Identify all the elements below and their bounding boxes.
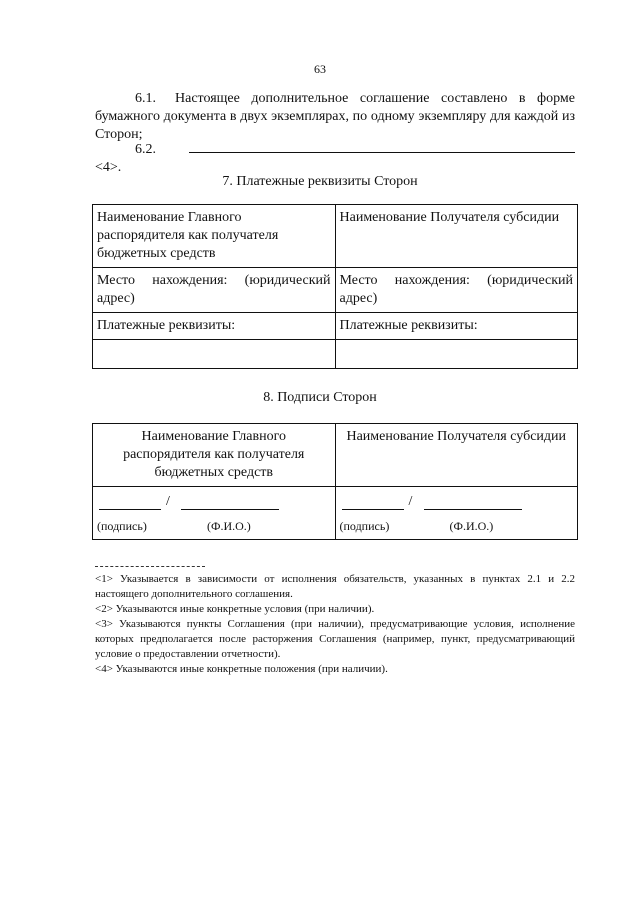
recipient-signature-cell: [335, 487, 578, 540]
table-row: [93, 268, 578, 313]
recipient-requisites-cell: Платежные реквизиты:: [335, 313, 578, 340]
signatures-table: [92, 423, 578, 540]
clause-6-1-number: 6.1.: [135, 91, 156, 106]
fio-label: (Ф.И.О.): [449, 519, 494, 533]
footnote-1: <1> Указывается в зависимости от исполнения обязательств, указанных в пунктах 2.1 и 2.2 настоящего дополнительного соглашения.: [95, 573, 575, 600]
fio-line: [424, 509, 522, 510]
clause-6-2-number: 6.2.: [135, 142, 156, 157]
signature-line: [99, 509, 161, 510]
footnote-divider: [95, 566, 205, 567]
signature-label: (подпись): [339, 519, 390, 533]
clause-6-2: [95, 140, 575, 177]
clause-6-2-footnote-ref: <4>.: [95, 160, 122, 175]
table-row: [93, 487, 578, 540]
signature-separator: /: [408, 494, 413, 509]
distributor-requisites-cell: Платежные реквизиты:: [93, 313, 336, 340]
clause-6-2-blank-line: [189, 140, 575, 153]
page-number: 63: [314, 62, 326, 76]
distributor-name-cell: Наименование Главного распорядителя как получателя бюджетных средств: [93, 424, 336, 487]
section-8-title: 8. Подписи Сторон: [263, 390, 377, 405]
table-row: [93, 205, 578, 268]
table-row: [93, 313, 578, 340]
section-7-title: 7. Платежные реквизиты Сторон: [222, 174, 418, 189]
signature-separator: /: [166, 494, 170, 509]
footnote-4: <4> Указываются иные конкретные положения (при наличии).: [95, 663, 388, 675]
table-row: [93, 340, 578, 369]
distributor-name-cell: Наименование Главного распорядителя как получателя бюджетных средств: [93, 205, 336, 268]
footnote-2: <2> Указываются иные конкретные условия (при наличии).: [95, 603, 375, 615]
recipient-requisites-blank: [335, 340, 578, 369]
fio-label: (Ф.И.О.): [207, 519, 251, 533]
table-row: [93, 424, 578, 487]
footnotes: [95, 572, 575, 677]
fio-line: [181, 509, 279, 510]
footnote-3: <3> Указываются пункты Соглашения (при наличии), предусматривающие условия, исполнение которых предполагается после расторжения Соглашения (например, пункт, предусматривающий условие о предоставлении отчетности).: [95, 618, 575, 660]
signature-line: [342, 509, 404, 510]
distributor-signature-cell: [93, 487, 336, 540]
recipient-address-cell: Место нахождения: (юридический адрес): [335, 268, 578, 313]
payment-requisites-table: [92, 204, 578, 369]
distributor-requisites-blank: [93, 340, 336, 369]
recipient-name-cell: Наименование Получателя субсидии: [335, 205, 578, 268]
distributor-address-cell: Место нахождения: (юридический адрес): [93, 268, 336, 313]
clause-6-1: [95, 90, 575, 144]
clause-6-1-text: Настоящее дополнительное соглашение составлено в форме бумажного документа в двух экземплярах, по одному экземпляру для каждой из Сторон;: [95, 91, 575, 142]
recipient-name-cell: Наименование Получателя субсидии: [335, 424, 578, 487]
signature-label: (подпись): [97, 519, 147, 533]
